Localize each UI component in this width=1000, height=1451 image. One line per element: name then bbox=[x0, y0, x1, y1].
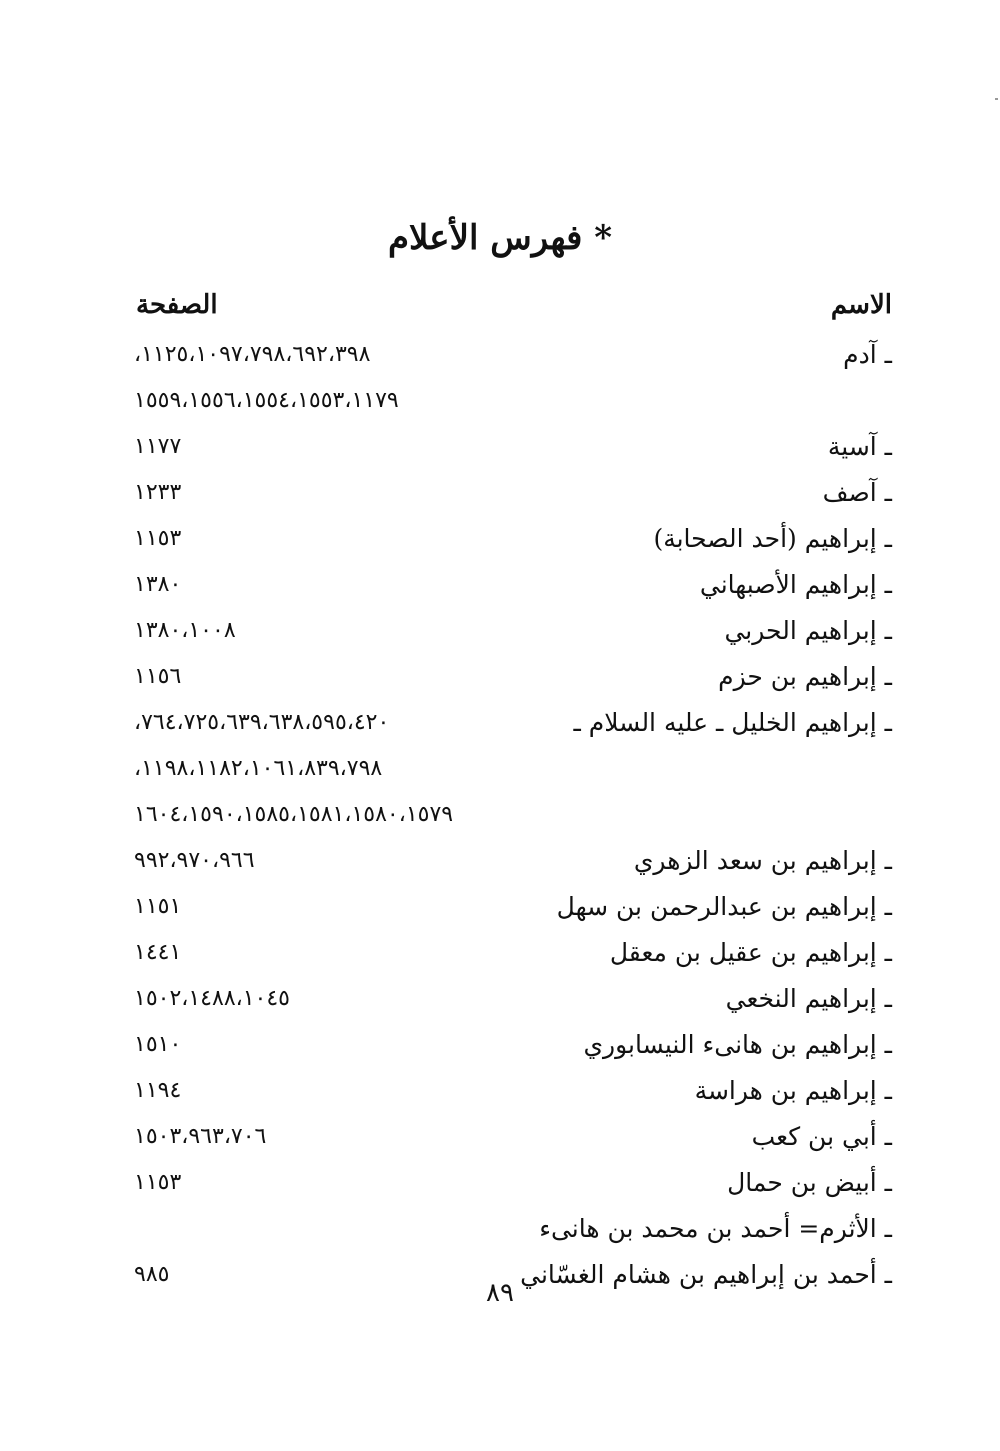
entry-pages: ١٣٨٠،١٠٠٨ bbox=[134, 618, 236, 643]
index-row bbox=[0, 524, 1000, 570]
entry-pages: ١١٥١ bbox=[134, 894, 182, 919]
index-row bbox=[0, 984, 1000, 1030]
index-row bbox=[0, 1076, 1000, 1122]
page-column-header: الصفحة bbox=[136, 290, 218, 320]
entry-name: ـ أبي بن كعب bbox=[751, 1122, 892, 1151]
entry-name: ـ إبراهيم النخعي bbox=[725, 984, 892, 1013]
entry-name: ـ إبراهيم الخليل ـ عليه السلام ـ bbox=[573, 708, 892, 737]
entry-pages: ،١١٢٥،١٠٩٧،٧٩٨،٦٩٢،٣٩٨ bbox=[134, 342, 371, 367]
entry-pages: ١١٧٧ bbox=[134, 434, 182, 459]
entry-name: ـ إبراهيم الأصبهاني bbox=[699, 570, 892, 599]
entry-name: ـ آصف bbox=[822, 478, 892, 507]
entry-name: ـ إبراهيم الحربي bbox=[724, 616, 892, 645]
entry-pages: ١٤٤١ bbox=[134, 940, 182, 965]
entry-pages: ١٢٣٣ bbox=[134, 480, 182, 505]
index-row bbox=[0, 616, 1000, 662]
entry-pages: ،١١٩٨،١١٨٢،١٠٦١،٨٣٩،٧٩٨ bbox=[134, 756, 383, 781]
page-title: * فهرس الأعلام bbox=[387, 218, 613, 258]
index-row bbox=[0, 892, 1000, 938]
entry-pages: ١٣٨٠ bbox=[134, 572, 182, 597]
entry-pages: ٩٩٢،٩٧٠،٩٦٦ bbox=[134, 848, 255, 873]
entry-pages: ١٦٠٤،١٥٩٠،١٥٨٥،١٥٨١،١٥٨٠،١٥٧٩ bbox=[134, 802, 454, 827]
entry-pages: ٩٨٥ bbox=[134, 1262, 170, 1287]
entry-name: ـ إبراهيم بن هانىء النيسابوري bbox=[583, 1030, 892, 1059]
index-row bbox=[0, 846, 1000, 892]
entry-name: ـ أبيض بن حمال bbox=[727, 1168, 892, 1197]
index-row bbox=[0, 662, 1000, 708]
entry-pages: ١٥٠٣،٩٦٣،٧٠٦ bbox=[134, 1124, 267, 1149]
entry-pages: ١٥٠٢،١٤٨٨،١٠٤٥ bbox=[134, 986, 290, 1011]
entry-pages: ١١٥٦ bbox=[134, 664, 182, 689]
index-row bbox=[0, 1030, 1000, 1076]
entry-pages: ١١٩٤ bbox=[134, 1078, 182, 1103]
scan-speck bbox=[995, 98, 998, 100]
index-row bbox=[0, 708, 1000, 754]
index-row bbox=[0, 754, 1000, 800]
entry-pages: ١١٥٣ bbox=[134, 526, 182, 551]
index-row bbox=[0, 938, 1000, 984]
index-row bbox=[0, 386, 1000, 432]
entry-name: ـ آدم bbox=[843, 340, 892, 369]
index-row bbox=[0, 800, 1000, 846]
entry-name: ـ إبراهيم بن حزم bbox=[718, 662, 892, 691]
entry-pages: ،٧٦٤،٧٢٥،٦٣٩،٦٣٨،٥٩٥،٤٢٠ bbox=[134, 710, 390, 735]
index-row bbox=[0, 478, 1000, 524]
entry-name: ـ إبراهيم بن عقيل بن معقل bbox=[609, 938, 892, 967]
name-column-header: الاسم bbox=[830, 290, 892, 320]
entry-name: ـ آسية bbox=[827, 432, 892, 461]
entry-name: ـ أحمد بن إبراهيم بن هشام الغسّاني bbox=[520, 1260, 892, 1289]
index-row bbox=[0, 570, 1000, 616]
entry-name: ـ إبراهيم (أحد الصحابة) bbox=[653, 524, 892, 553]
entry-name: ـ إبراهيم بن سعد الزهري bbox=[633, 846, 892, 875]
entry-pages: ١٥١٠ bbox=[134, 1032, 182, 1057]
entry-name: ـ إبراهيم بن هراسة bbox=[694, 1076, 892, 1105]
entry-name: ـ إبراهيم بن عبدالرحمن بن سهل bbox=[556, 892, 892, 921]
entry-pages: ١٥٥٩،١٥٥٦،١٥٥٤،١٥٥٣،١١٧٩ bbox=[134, 388, 399, 413]
page-number: ٨٩ bbox=[486, 1278, 514, 1308]
index-row bbox=[0, 1122, 1000, 1168]
index-row bbox=[0, 340, 1000, 386]
entry-name: ـ الأثرم= أحمد بن محمد بن هانىء bbox=[539, 1214, 892, 1243]
index-row bbox=[0, 1214, 1000, 1260]
index-list bbox=[0, 340, 1000, 1306]
index-row bbox=[0, 1168, 1000, 1214]
entry-pages: ١١٥٣ bbox=[134, 1170, 182, 1195]
index-row bbox=[0, 432, 1000, 478]
